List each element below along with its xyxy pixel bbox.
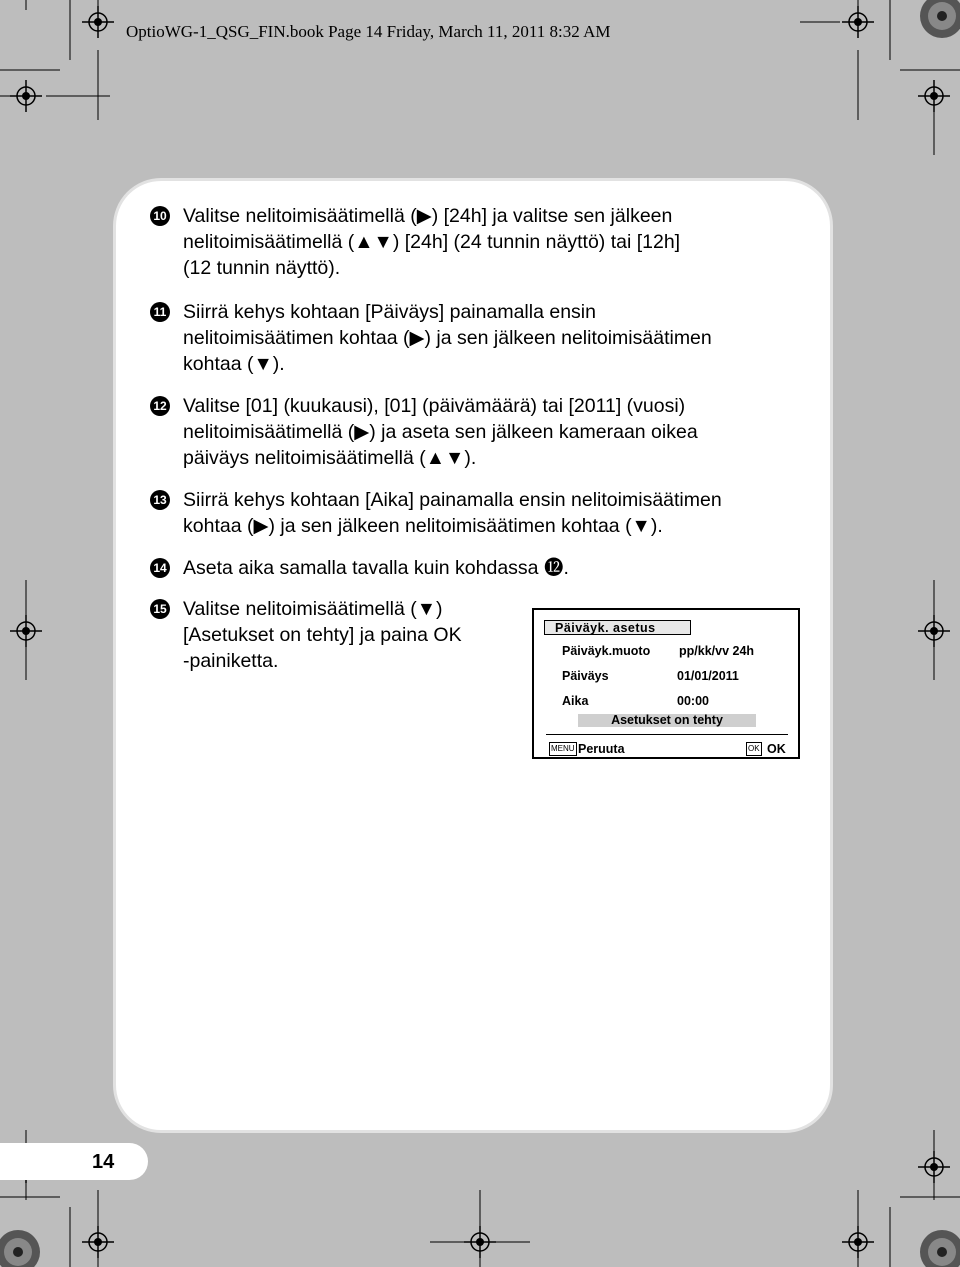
camera-date-settings-screen	[532, 608, 800, 759]
page-number-tab	[0, 1143, 148, 1180]
step-text	[183, 203, 680, 281]
step-text	[183, 555, 569, 581]
step-line: [Asetukset on tehty] ja paina OK	[183, 624, 462, 646]
setting-value-time: 00:00	[677, 694, 709, 708]
step-number: 11	[150, 302, 170, 322]
menu-key-icon: MENU	[549, 742, 577, 756]
step-line: Valitse nelitoimisäätimellä (▼)	[183, 598, 443, 620]
screen-title: Päiväyk. asetus	[544, 620, 691, 635]
starburst-bottom-left	[0, 1230, 40, 1267]
starburst-bottom-right	[920, 1230, 960, 1267]
step-text	[183, 393, 698, 471]
cancel-label: Peruuta	[578, 742, 625, 756]
step-line: päiväys nelitoimisäätimellä (▲▼).	[183, 447, 477, 469]
step-number: 14	[150, 558, 170, 578]
ok-key-icon: OK	[746, 742, 762, 756]
step-line: nelitoimisäätimellä (▶) ja aseta sen jälkeen kameraan oikea	[183, 421, 698, 443]
step-line: Siirrä kehys kohtaan [Päiväys] painamalla ensin	[183, 301, 596, 323]
step-line: kohtaa (▶) ja sen jälkeen nelitoimisäätimen kohtaa (▼).	[183, 515, 663, 537]
starburst-top-right	[920, 0, 960, 38]
step-line: kohtaa (▼).	[183, 353, 285, 375]
setting-label-date-format: Päiväyk.muoto	[562, 644, 651, 658]
ok-label: OK	[767, 742, 786, 756]
print-header: OptioWG-1_QSG_FIN.book Page 14 Friday, March 11, 2011 8:32 AM	[126, 22, 611, 41]
divider	[546, 734, 788, 735]
step-text	[183, 487, 722, 539]
step-line: (12 tunnin näyttö).	[183, 257, 341, 279]
step-line: nelitoimisäätimen kohtaa (▶) ja sen jälkeen nelitoimisäätimen	[183, 327, 712, 349]
step-line: Valitse [01] (kuukausi), [01] (päivämäärä) tai [2011] (vuosi)	[183, 395, 686, 417]
step-line: Valitse nelitoimisäätimellä (▶) [24h] ja valitse sen jälkeen	[183, 205, 673, 227]
step-line: Aseta aika samalla tavalla kuin kohdassa ⓬.	[183, 557, 569, 579]
step-number: 12	[150, 396, 170, 416]
setting-label-date: Päiväys	[562, 669, 609, 683]
setting-value-date: 01/01/2011	[677, 669, 739, 683]
setting-label-time: Aika	[562, 694, 589, 708]
page-number: 14	[92, 1151, 115, 1173]
step-line: Siirrä kehys kohtaan [Aika] painamalla ensin nelitoimisäätimen	[183, 489, 722, 511]
settings-done-highlight: Asetukset on tehty	[578, 714, 756, 727]
step-text	[183, 596, 462, 674]
setting-value-date-format: pp/kk/vv 24h	[679, 644, 755, 658]
step-line: nelitoimisäätimellä (▲▼) [24h] (24 tunnin näyttö) tai [12h]	[183, 231, 681, 253]
step-number: 13	[150, 490, 170, 510]
step-line: -painiketta.	[183, 650, 279, 672]
step-number: 10	[150, 206, 170, 226]
step-text	[183, 299, 712, 377]
step-number: 15	[150, 599, 170, 619]
